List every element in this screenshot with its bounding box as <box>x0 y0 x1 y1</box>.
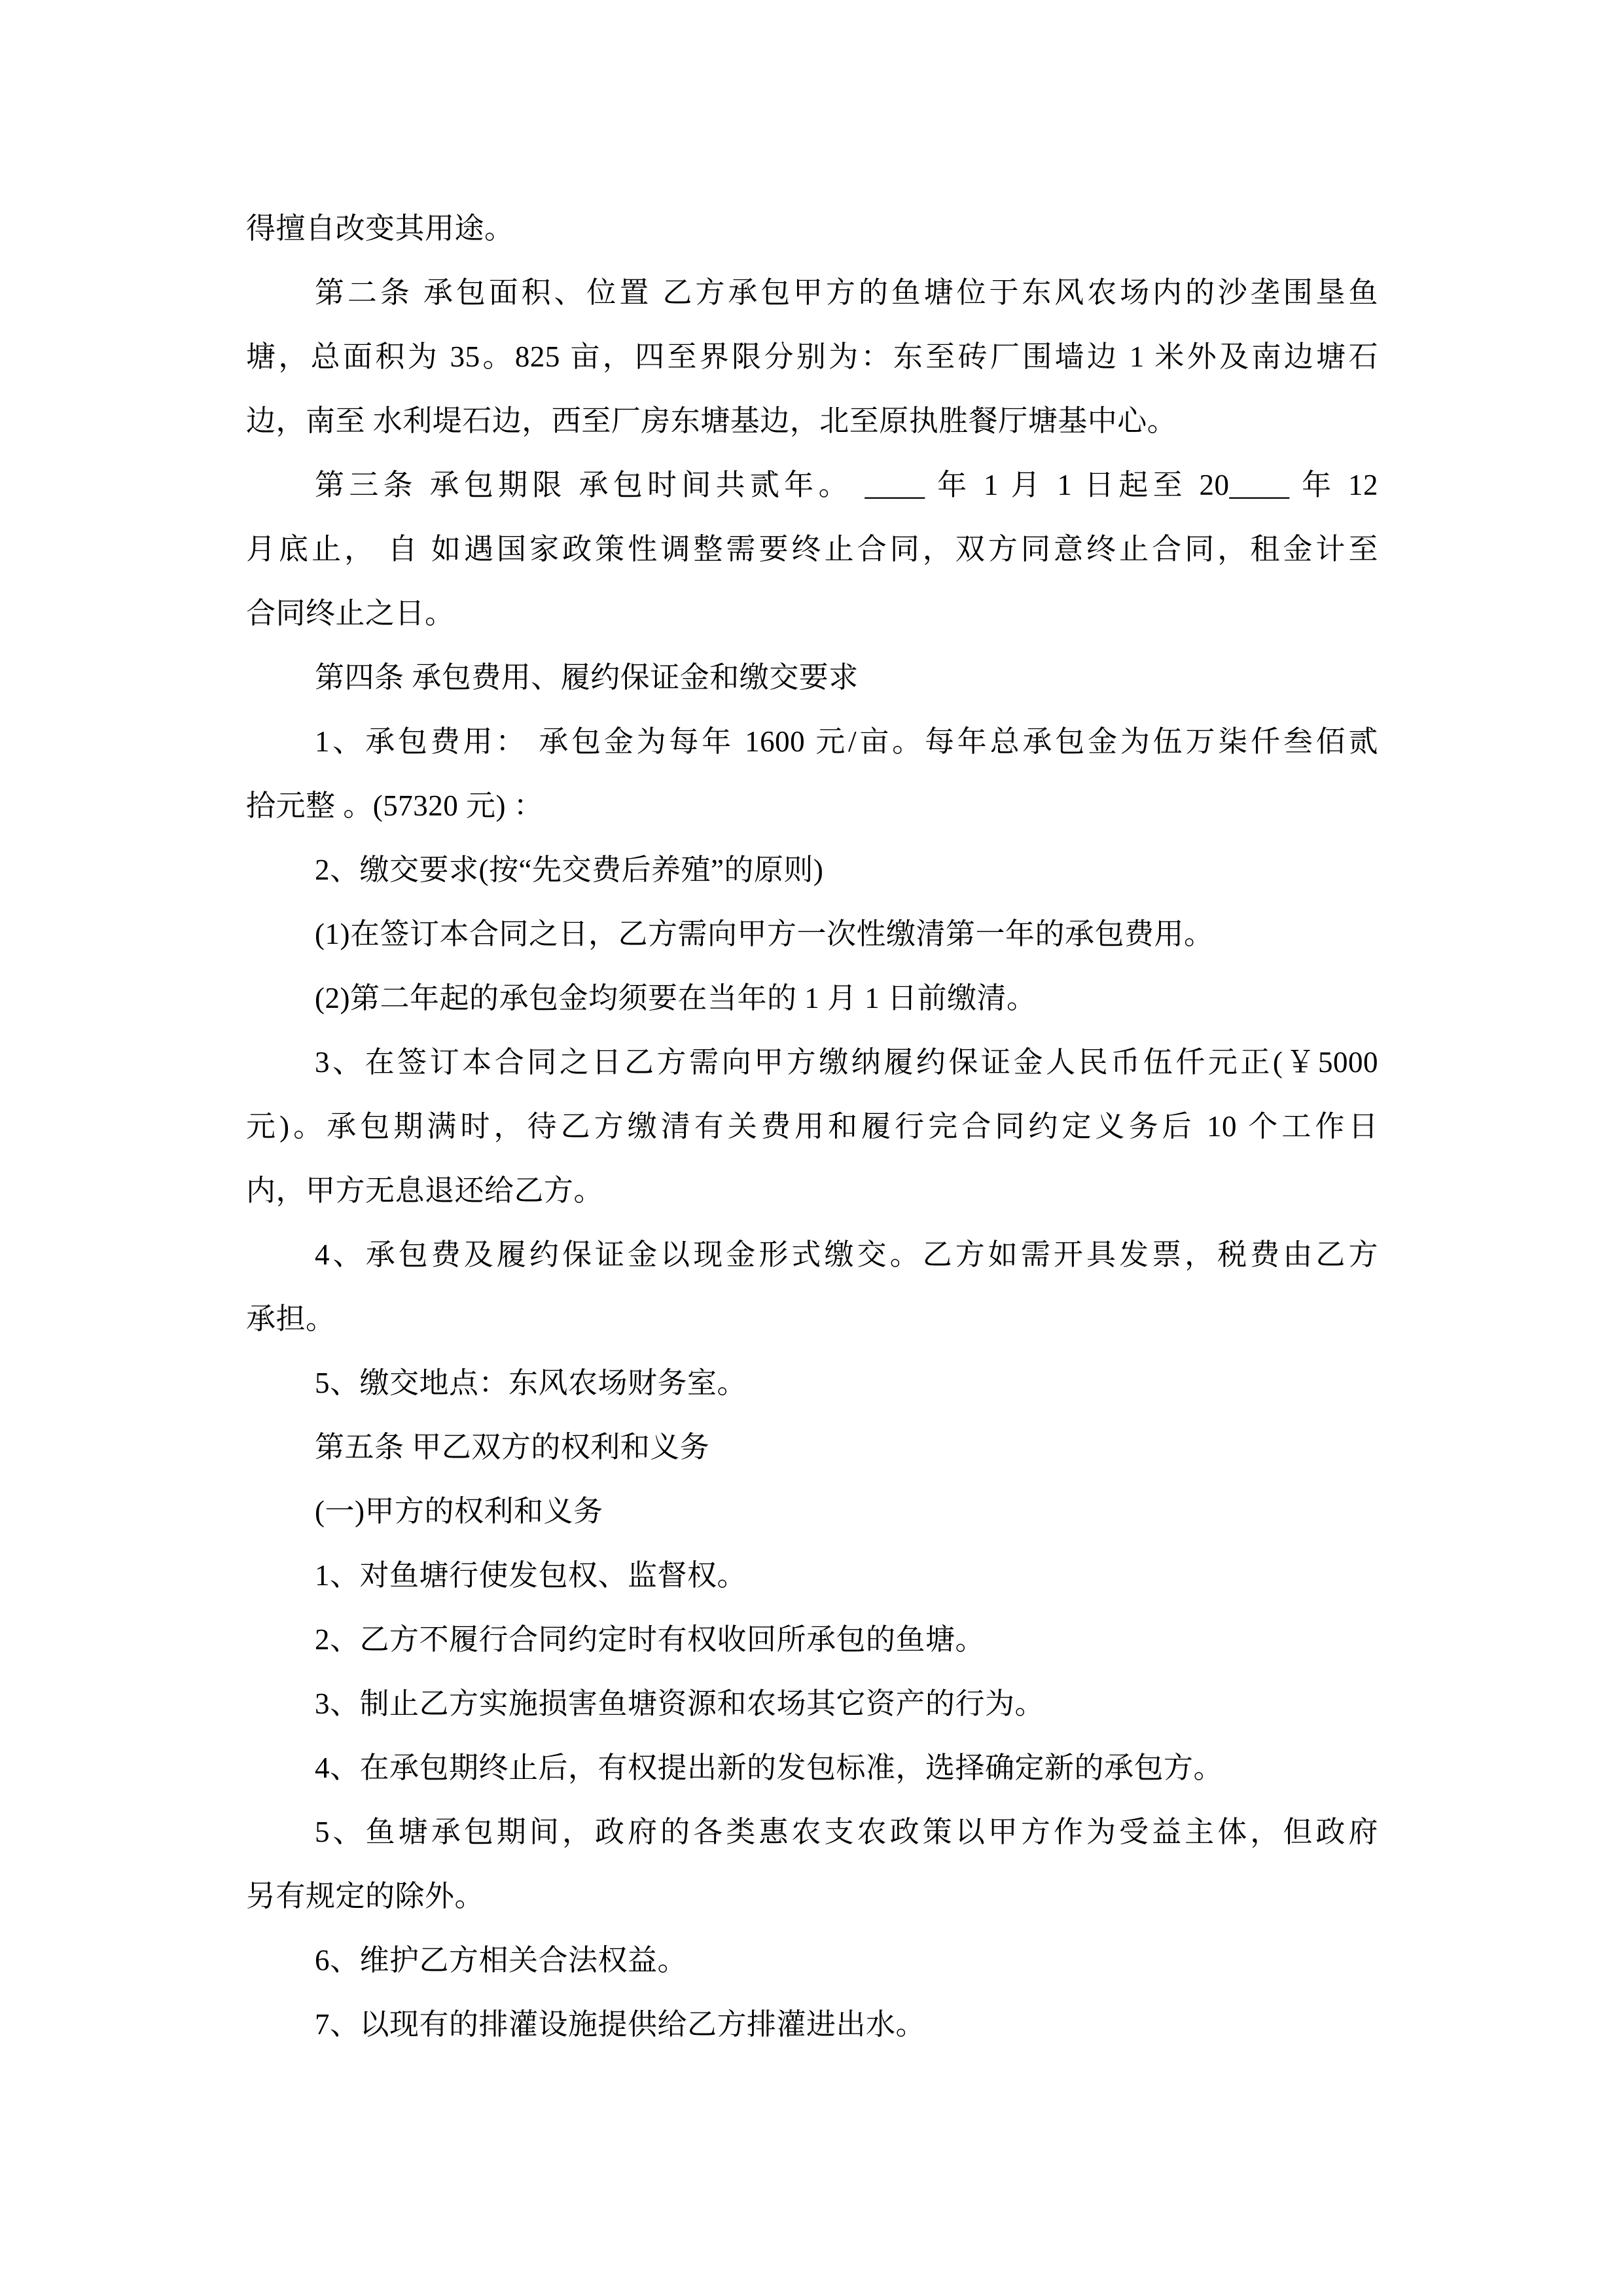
paragraph <box>246 453 1378 645</box>
paragraph <box>246 1479 1378 1543</box>
paragraph <box>246 1672 1378 1736</box>
text-line: (2)第二年起的承包金均须要在当年的 1 月 1 日前缴清。 <box>315 982 1037 1014</box>
text-line: 4、承包费及履约保证金以现金形式缴交。乙方如需开具发票，税费由乙方 <box>315 1238 1378 1271</box>
text-line: 3、制止乙方实施损害鱼塘资源和农场其它资产的行为。 <box>315 1687 1045 1720</box>
paragraph <box>246 1928 1378 1992</box>
paragraph <box>246 1030 1378 1223</box>
paragraph <box>246 196 1378 260</box>
text-line: 6、维护乙方相关合法权益。 <box>315 1944 688 1977</box>
paragraph <box>246 260 1378 453</box>
text-line: 承担。 <box>246 1302 336 1335</box>
paragraph <box>246 1992 1378 2056</box>
paragraph <box>246 1223 1378 1351</box>
text-line: 月底止， 自 如遇国家政策性调整需要终止合同，双方同意终止合同，租金计至 <box>246 533 1378 565</box>
text-line: (1)在签订本合同之日，乙方需向甲方一次性缴清第一年的承包费用。 <box>315 918 1214 950</box>
paragraph <box>246 902 1378 966</box>
text-line: 元)。承包期满时，待乙方缴清有关费用和履行完合同约定义务后 10 个工作日 <box>246 1110 1378 1143</box>
text-line: 1、承包费用： 承包金为每年 1600 元/亩。每年总承包金为伍万柒仟叁佰贰 <box>315 725 1378 758</box>
text-line: 5、鱼塘承包期间，政府的各类惠农支农政策以甲方作为受益主体，但政府 <box>315 1816 1378 1848</box>
text-line: 拾元整 。(57320 元) ： <box>246 789 544 822</box>
text-line: 第二条 承包面积、位置 乙方承包甲方的鱼塘位于东风农场内的沙垄围垦鱼 <box>315 276 1378 309</box>
paragraph <box>246 1736 1378 1800</box>
text-line: 边，南至 水利堤石边，西至厂房东塘基边，北至原执胜餐厅塘基中心。 <box>246 404 1177 437</box>
text-line: 1、对鱼塘行使发包权、监督权。 <box>315 1559 747 1592</box>
paragraph <box>246 1351 1378 1415</box>
text-line: 2、乙方不履行合同约定时有权收回所承包的鱼塘。 <box>315 1623 986 1656</box>
text-line: 塘，总面积为 35。825 亩，四至界限分别为：东至砖厂围墙边 1 米外及南边塘石 <box>246 340 1378 373</box>
paragraph <box>246 966 1378 1030</box>
text-line: 内，甲方无息退还给乙方。 <box>246 1174 604 1207</box>
contract-text <box>246 196 1378 2056</box>
paragraph <box>246 709 1378 838</box>
text-line: 另有规定的除外。 <box>246 1880 485 1912</box>
text-line: 5、缴交地点：东风农场财务室。 <box>315 1367 747 1399</box>
text-line: 4、在承包期终止后，有权提出新的发包标准，选择确定新的承包方。 <box>315 1751 1224 1784</box>
text-line: 2、缴交要求(按“先交费后养殖”的原则) <box>315 853 824 886</box>
text-line: 第五条 甲乙双方的权利和义务 <box>315 1431 710 1463</box>
text-line: (一)甲方的权利和义务 <box>315 1495 603 1528</box>
paragraph <box>246 1415 1378 1479</box>
text-line: 第四条 承包费用、履约保证金和缴交要求 <box>315 661 859 694</box>
text-line: 得擅自改变其用途。 <box>246 212 514 245</box>
text-line: 合同终止之日。 <box>246 597 455 630</box>
text-line: 第三条 承包期限 承包时间共贰年。 ____ 年 1 月 1 日起至 20____ 年 12 <box>315 469 1378 501</box>
text-line: 3、在签订本合同之日乙方需向甲方缴纳履约保证金人民币伍仟元正(￥5000 <box>315 1046 1378 1079</box>
paragraph <box>246 838 1378 902</box>
paragraph <box>246 1800 1378 1928</box>
paragraph <box>246 1607 1378 1672</box>
text-line: 7、以现有的排灌设施提供给乙方排灌进出水。 <box>315 2008 926 2041</box>
paragraph <box>246 645 1378 709</box>
paragraph <box>246 1543 1378 1607</box>
